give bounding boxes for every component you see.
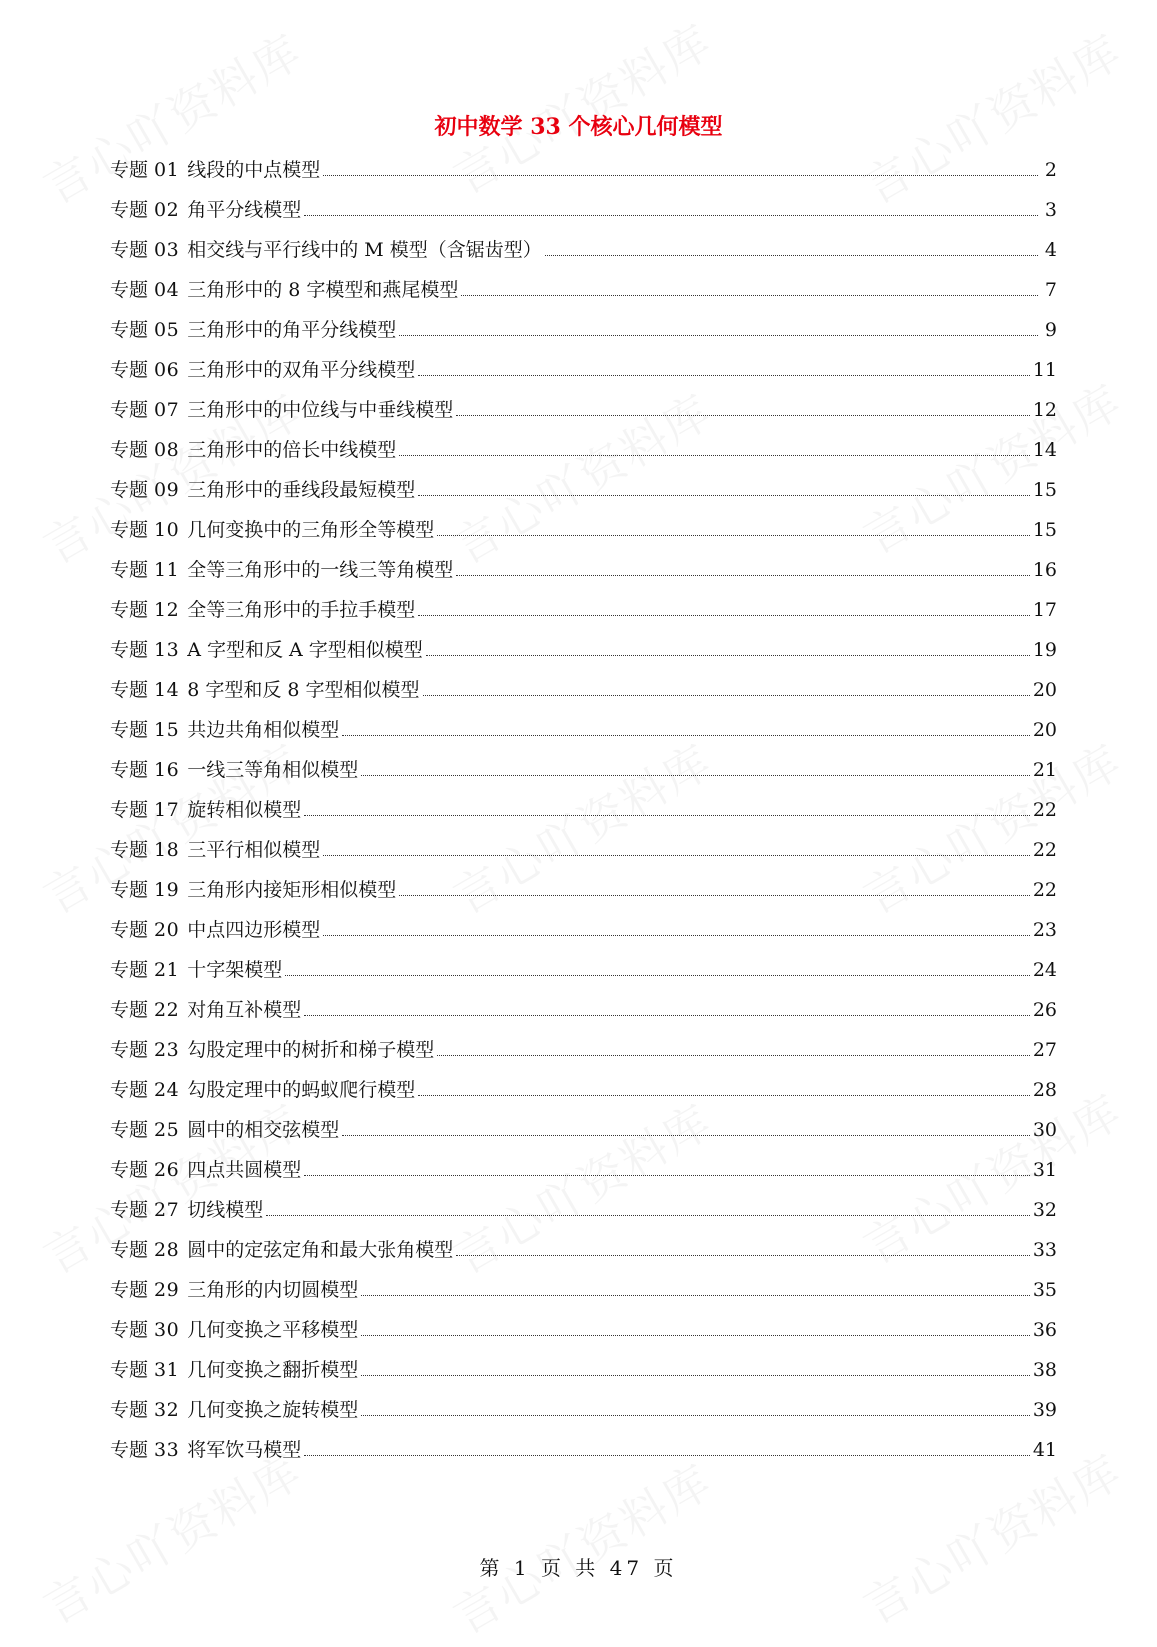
toc-entry-page: 16	[1032, 559, 1057, 581]
toc-dot-leader	[418, 1094, 1030, 1096]
toc-dot-leader	[304, 1014, 1030, 1016]
toc-entry-number: 18	[154, 839, 180, 861]
toc-entry-title: 全等三角形中的手拉手模型	[187, 599, 416, 621]
toc-entry-prefix: 专题	[110, 1159, 149, 1181]
toc-entry-label	[110, 830, 320, 870]
toc-dot-leader	[361, 1294, 1030, 1296]
toc-entry-number: 06	[154, 359, 180, 381]
toc-entry-title: 圆中的定弦定角和最大张角模型	[187, 1239, 454, 1261]
toc-dot-leader	[323, 854, 1030, 856]
toc-entry-title: 中点四边形模型	[187, 919, 321, 941]
toc-entry-page: 20	[1032, 679, 1057, 701]
toc-entry-title: 勾股定理中的蚂蚁爬行模型	[187, 1079, 416, 1101]
toc-entry-number: 22	[154, 999, 180, 1021]
toc-entry-page: 23	[1032, 919, 1057, 941]
toc-entry-title: A 字型和反 A 字型相似模型	[187, 639, 423, 661]
toc-entry-label	[110, 1190, 263, 1230]
toc-entry-title: 勾股定理中的树折和梯子模型	[187, 1039, 435, 1061]
toc-entry-title: 对角互补模型	[187, 999, 302, 1021]
toc-entry-prefix: 专题	[110, 439, 149, 461]
toc-entry-number: 03	[154, 239, 180, 261]
toc-entry-label	[110, 350, 415, 390]
toc-entry-page: 17	[1032, 599, 1057, 621]
toc-entry-label	[110, 750, 358, 790]
toc-entry-title: 切线模型	[187, 1199, 264, 1221]
toc-entry-number: 10	[154, 519, 180, 541]
toc-entry-prefix: 专题	[110, 239, 149, 261]
toc-entry[interactable]	[110, 1430, 1057, 1470]
toc-entry-label	[110, 590, 415, 630]
toc-entry-page: 4	[1044, 239, 1057, 261]
toc-entry-page: 14	[1032, 439, 1057, 461]
toc-entry-page: 22	[1032, 839, 1057, 861]
toc-entry-prefix: 专题	[110, 159, 149, 181]
toc-entry-label	[110, 990, 301, 1030]
watermark	[440, 1446, 722, 1647]
toc-dot-leader	[304, 1174, 1030, 1176]
toc-entry-label	[110, 1150, 301, 1190]
toc-entry-title: 几何变换之翻折模型	[187, 1359, 359, 1381]
toc-entry-prefix: 专题	[110, 519, 149, 541]
toc-entry-prefix: 专题	[110, 719, 149, 741]
toc-dot-leader	[418, 614, 1030, 616]
toc-entry-number: 29	[154, 1279, 180, 1301]
toc-entry-prefix: 专题	[110, 559, 149, 581]
toc-entry[interactable]	[110, 1150, 1057, 1190]
toc-dot-leader	[456, 414, 1030, 416]
toc-dot-leader	[304, 814, 1030, 816]
toc-entry-title: 三平行相似模型	[187, 839, 321, 861]
toc-entry-label	[110, 1310, 358, 1350]
toc-entry-prefix: 专题	[110, 319, 149, 341]
toc-entry-page: 33	[1032, 1239, 1057, 1261]
toc-dot-leader	[342, 734, 1030, 736]
toc-entry-title: 全等三角形中的一线三等角模型	[187, 559, 454, 581]
toc-entry-number: 15	[154, 719, 180, 741]
toc-entry-page: 3	[1044, 199, 1057, 221]
toc-entry-title: 十字架模型	[187, 959, 283, 981]
toc-entry-title: 三角形中的中位线与中垂线模型	[187, 399, 454, 421]
toc-entry-title: 三角形中的倍长中线模型	[187, 439, 397, 461]
toc-entry-title: 将军饮马模型	[187, 1439, 302, 1461]
toc-entry[interactable]	[110, 870, 1057, 910]
toc-entry-page: 30	[1032, 1119, 1057, 1141]
toc-entry-page: 2	[1044, 159, 1057, 181]
toc-entry-title: 8 字型和反 8 字型相似模型	[187, 679, 420, 701]
toc-entry[interactable]	[110, 590, 1057, 630]
toc-entry[interactable]	[110, 390, 1057, 430]
toc-entry-page: 12	[1032, 399, 1057, 421]
toc-entry-prefix: 专题	[110, 959, 149, 981]
toc-entry-label	[110, 1110, 339, 1150]
toc-entry-title: 角平分线模型	[187, 199, 302, 221]
toc-dot-leader	[399, 454, 1030, 456]
toc-entry-page: 15	[1032, 479, 1057, 501]
toc-entry-title: 旋转相似模型	[187, 799, 302, 821]
toc-entry-prefix: 专题	[110, 919, 149, 941]
toc-entry-label	[110, 950, 282, 990]
toc-entry-title: 一线三等角相似模型	[187, 759, 359, 781]
toc-entry[interactable]	[110, 710, 1057, 750]
toc-entry-page: 36	[1032, 1319, 1057, 1341]
toc-entry-number: 28	[154, 1239, 180, 1261]
toc-entry-title: 几何变换之旋转模型	[187, 1399, 359, 1421]
toc-entry-page: 9	[1044, 319, 1057, 341]
toc-entry[interactable]	[110, 790, 1057, 830]
toc-entry-number: 21	[154, 959, 180, 981]
toc-entry-prefix: 专题	[110, 1399, 149, 1421]
toc-entry-label	[110, 1350, 358, 1390]
toc-entry-label	[110, 230, 542, 270]
toc-dot-leader	[266, 1214, 1030, 1216]
toc-dot-leader	[418, 374, 1030, 376]
toc-entry-title: 四点共圆模型	[187, 1159, 302, 1181]
toc-dot-leader	[437, 534, 1030, 536]
toc-entry[interactable]	[110, 950, 1057, 990]
toc-entry-number: 07	[154, 399, 180, 421]
document-title: 初中数学 33 个核心几何模型	[434, 114, 723, 140]
toc-entry-prefix: 专题	[110, 1319, 149, 1341]
toc-entry-label	[110, 270, 458, 310]
toc-entry-prefix: 专题	[110, 679, 149, 701]
toc-entry-number: 11	[154, 559, 180, 581]
page-footer: 第 1 页 共 47 页	[479, 1556, 678, 1580]
toc-entry-label	[110, 390, 453, 430]
toc-entry[interactable]	[110, 1230, 1057, 1270]
toc-dot-leader	[342, 1134, 1030, 1136]
toc-entry-title: 几何变换中的三角形全等模型	[187, 519, 435, 541]
toc-entry[interactable]	[110, 510, 1057, 550]
toc-entry-page: 27	[1032, 1039, 1057, 1061]
toc-entry-page: 24	[1032, 959, 1057, 981]
toc-entry-label	[110, 710, 339, 750]
toc-entry-prefix: 专题	[110, 759, 149, 781]
toc-dot-leader	[285, 974, 1030, 976]
toc-entry-page: 21	[1032, 759, 1057, 781]
toc-entry-prefix: 专题	[110, 1359, 149, 1381]
toc-entry-label	[110, 1230, 453, 1270]
toc-entry-number: 19	[154, 879, 180, 901]
toc-entry-page: 11	[1032, 359, 1057, 381]
toc-entry-label	[110, 790, 301, 830]
toc-entry-label	[110, 1430, 301, 1470]
toc-entry-title: 共边共角相似模型	[187, 719, 340, 741]
toc-entry[interactable]	[110, 350, 1057, 390]
toc-entry-number: 20	[154, 919, 180, 941]
toc-entry-title: 三角形中的角平分线模型	[187, 319, 397, 341]
toc-entry-title: 三角形的内切圆模型	[187, 1279, 359, 1301]
toc-dot-leader	[399, 894, 1030, 896]
toc-entry[interactable]	[110, 910, 1057, 950]
toc-dot-leader	[423, 694, 1030, 696]
toc-entry[interactable]	[110, 230, 1057, 270]
toc-entry[interactable]	[110, 630, 1057, 670]
toc-entry-prefix: 专题	[110, 1079, 149, 1101]
toc-dot-leader	[461, 294, 1038, 296]
toc-entry-page: 38	[1032, 1359, 1057, 1381]
toc-entry-prefix: 专题	[110, 1239, 149, 1261]
toc-entry-number: 09	[154, 479, 180, 501]
toc-entry-title: 相交线与平行线中的 M 模型（含锯齿型）	[187, 239, 542, 261]
toc-entry-title: 线段的中点模型	[187, 159, 321, 181]
toc-entry-prefix: 专题	[110, 999, 149, 1021]
toc-dot-leader	[361, 774, 1030, 776]
toc-entry-label	[110, 870, 396, 910]
toc-entry-label	[110, 670, 420, 710]
toc-entry-number: 01	[154, 159, 180, 181]
toc-entry-number: 14	[154, 679, 180, 701]
toc-entry[interactable]	[110, 150, 1057, 190]
toc-entry-number: 12	[154, 599, 180, 621]
toc-entry-label	[110, 150, 320, 190]
toc-entry[interactable]	[110, 310, 1057, 350]
toc-entry-label	[110, 470, 415, 510]
toc-entry-page: 20	[1032, 719, 1057, 741]
toc-entry[interactable]	[110, 830, 1057, 870]
toc-entry-page: 22	[1032, 799, 1057, 821]
toc-entry-number: 32	[154, 1399, 180, 1421]
toc-entry-title: 三角形中的垂线段最短模型	[187, 479, 416, 501]
toc-entry-page: 31	[1032, 1159, 1057, 1181]
toc-entry-prefix: 专题	[110, 879, 149, 901]
toc-entry-prefix: 专题	[110, 1199, 149, 1221]
toc-entry-number: 13	[154, 639, 180, 661]
toc-dot-leader	[304, 1454, 1030, 1456]
toc-entry-prefix: 专题	[110, 1439, 149, 1461]
toc-entry-number: 26	[154, 1159, 180, 1181]
toc-dot-leader	[426, 654, 1030, 656]
toc-entry-number: 04	[154, 279, 180, 301]
toc-entry-number: 30	[154, 1319, 180, 1341]
toc-entry-label	[110, 1270, 358, 1310]
toc-entry-number: 33	[154, 1439, 180, 1461]
toc-dot-leader	[437, 1054, 1030, 1056]
toc-dot-leader	[456, 1254, 1030, 1256]
toc-entry-label	[110, 1390, 358, 1430]
toc-dot-leader	[323, 174, 1038, 176]
toc-entry-page: 22	[1032, 879, 1057, 901]
toc-entry[interactable]	[110, 430, 1057, 470]
toc-entry-page: 39	[1032, 1399, 1057, 1421]
toc-entry[interactable]	[110, 1110, 1057, 1150]
toc-entry[interactable]	[110, 750, 1057, 790]
toc-entry-title: 三角形中的 8 字模型和燕尾模型	[187, 279, 459, 301]
toc-entry-label	[110, 190, 301, 230]
toc-entry-number: 17	[154, 799, 180, 821]
toc-entry[interactable]	[110, 550, 1057, 590]
toc-entry-label	[110, 550, 453, 590]
toc-dot-leader	[304, 214, 1038, 216]
toc-entry-prefix: 专题	[110, 1119, 149, 1141]
toc-entry-label	[110, 510, 434, 550]
toc-entry[interactable]	[110, 1350, 1057, 1390]
toc-entry-page: 7	[1044, 279, 1057, 301]
toc-entry-page: 35	[1032, 1279, 1057, 1301]
toc-entry[interactable]	[110, 1070, 1057, 1110]
toc-entry-prefix: 专题	[110, 599, 149, 621]
toc-entry-prefix: 专题	[110, 359, 149, 381]
toc-dot-leader	[361, 1414, 1030, 1416]
toc-entry-page: 15	[1032, 519, 1057, 541]
toc-entry-prefix: 专题	[110, 639, 149, 661]
toc-entry-number: 23	[154, 1039, 180, 1061]
toc-entry[interactable]	[110, 990, 1057, 1030]
toc-entry-title: 圆中的相交弦模型	[187, 1119, 340, 1141]
toc-dot-leader	[361, 1374, 1030, 1376]
toc-dot-leader	[399, 334, 1038, 336]
toc-entry-number: 08	[154, 439, 180, 461]
toc-entry[interactable]	[110, 1310, 1057, 1350]
toc-entry-title: 三角形内接矩形相似模型	[187, 879, 397, 901]
toc-dot-leader	[456, 574, 1030, 576]
toc-entry[interactable]	[110, 1390, 1057, 1430]
toc-entry-number: 24	[154, 1079, 180, 1101]
toc-entry-number: 31	[154, 1359, 180, 1381]
toc-entry-prefix: 专题	[110, 199, 149, 221]
toc-entry-label	[110, 430, 396, 470]
toc-entry-prefix: 专题	[110, 839, 149, 861]
toc-entry[interactable]	[110, 270, 1057, 310]
toc-entry-number: 25	[154, 1119, 180, 1141]
toc-entry-label	[110, 1070, 415, 1110]
toc-entry-title: 三角形中的双角平分线模型	[187, 359, 416, 381]
toc-entry-page: 28	[1032, 1079, 1057, 1101]
toc-entry[interactable]	[110, 470, 1057, 510]
toc-dot-leader	[361, 1334, 1030, 1336]
toc-entry-prefix: 专题	[110, 479, 149, 501]
table-of-contents	[110, 150, 1057, 1470]
toc-entry-number: 27	[154, 1199, 180, 1221]
toc-dot-leader	[418, 494, 1030, 496]
toc-entry-number: 16	[154, 759, 180, 781]
toc-entry-page: 32	[1032, 1199, 1057, 1221]
toc-entry-label	[110, 630, 423, 670]
toc-dot-leader	[323, 934, 1030, 936]
toc-entry-page: 41	[1032, 1439, 1057, 1461]
toc-entry-number: 05	[154, 319, 180, 341]
toc-entry[interactable]	[110, 1270, 1057, 1310]
toc-entry-prefix: 专题	[110, 1279, 149, 1301]
toc-entry-label	[110, 1030, 434, 1070]
toc-entry-prefix: 专题	[110, 799, 149, 821]
toc-entry-title: 几何变换之平移模型	[187, 1319, 359, 1341]
toc-entry-page: 19	[1032, 639, 1057, 661]
toc-entry-label	[110, 310, 396, 350]
toc-entry-prefix: 专题	[110, 1039, 149, 1061]
toc-dot-leader	[545, 254, 1038, 256]
toc-entry-page: 26	[1032, 999, 1057, 1021]
toc-entry[interactable]	[110, 1030, 1057, 1070]
toc-entry-prefix: 专题	[110, 399, 149, 421]
toc-entry[interactable]	[110, 1190, 1057, 1230]
toc-entry-label	[110, 910, 320, 950]
toc-entry[interactable]	[110, 190, 1057, 230]
toc-entry[interactable]	[110, 670, 1057, 710]
toc-entry-number: 02	[154, 199, 180, 221]
toc-entry-prefix: 专题	[110, 279, 149, 301]
